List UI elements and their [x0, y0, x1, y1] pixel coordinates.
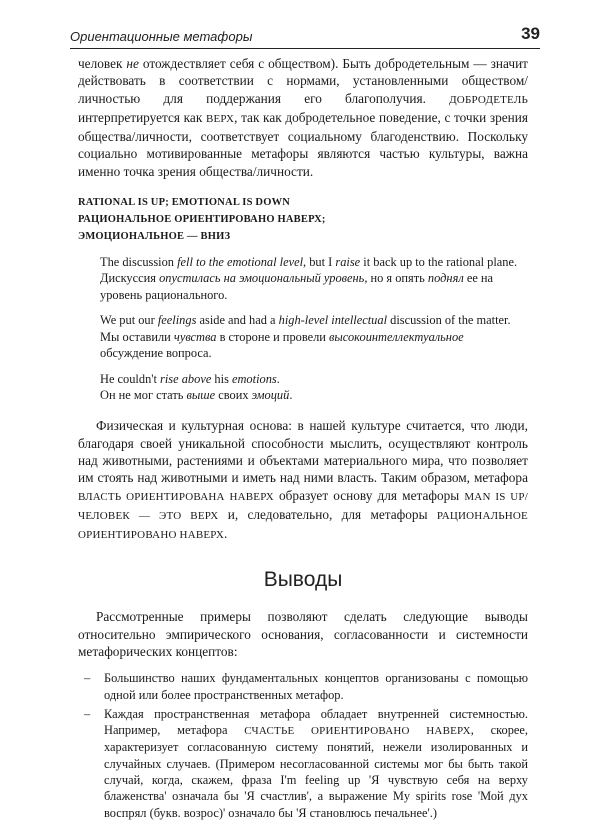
running-header [70, 22, 540, 49]
example-2 [100, 312, 528, 361]
example-russian: Дискуссия опустилась на эмоциональный уровень, но я опять поднял ее на уровень рационального. [100, 271, 494, 302]
small-caps-term: ДОБРОДЕТЕЛЬ [449, 93, 528, 106]
example-1 [100, 254, 528, 303]
example-english: The discussion fell to the emotional level, but I raise it back up to the rational plane. [100, 255, 518, 270]
text-run: и, следовательно, для метафоры [218, 506, 437, 522]
list-item-text: Каждая пространственная метафора обладает внутренней системностью. Например, метафора [104, 706, 528, 738]
emphasis: не [126, 56, 139, 71]
spacer [78, 403, 528, 417]
small-caps-term: РАЦИОНАЛЬНОЕ ОРИЕНТИРОВАНО НАВЕРХ [78, 509, 528, 542]
dash-bullet: – [84, 671, 91, 686]
small-caps-term: ВЛАСТЬ ОРИЕНТИРОВАНА НАВЕРХ [78, 490, 274, 503]
text-run: интерпретируется как [78, 109, 206, 125]
text-run: человек [78, 56, 127, 71]
list-item-text: Большинство наших фундаментальных концептов организованы с помощью одной или более пространственных метафор. [104, 671, 528, 702]
example-russian: Он не мог стать выше своих эмоций. [100, 387, 293, 402]
text-run: Физическая и культурная основа: в нашей культуре считается, что люди, благодаря своей уникальной способности мыслить, осуществляют контроль над животными, растениями и объектами материального мира, что позволяет им стоять над животными и иметь над ними власть. Таким образом, метафора [78, 418, 528, 486]
text-run: . [223, 526, 228, 542]
list-item [78, 670, 528, 703]
small-caps-term: ВЕРХ [205, 112, 235, 125]
paragraph-physical-basis [78, 417, 528, 544]
metaphor-heading [78, 194, 528, 245]
conclusions-list [78, 670, 528, 821]
text-run: образует основу для метафоры [273, 487, 465, 503]
page-number: 39 [521, 24, 540, 43]
running-title: Ориентационные метафоры [70, 29, 253, 44]
dash-bullet: – [84, 706, 91, 721]
metaphor-heading-line: ЭМОЦИОНАЛЬНОЕ — ВНИЗ [78, 231, 231, 243]
example-russian: Мы оставили чувства в стороне и провели высокоинтеллектуальное обсуждение вопроса. [100, 329, 464, 361]
paragraph-conclusions: Рассмотренные примеры позволяют сделать следующие выводы относительно эмпирического основания, согласованности и системности метафорических концептов: [78, 609, 528, 659]
metaphor-heading-line: РАЦИОНАЛЬНОЕ ОРИЕНТИРОВАНО НАВЕРХ; [78, 214, 326, 226]
example-3 [100, 371, 528, 404]
page-body [78, 55, 528, 824]
small-caps-term: MAN IS UP/ЧЕЛОВЕК — ЭТО ВЕРХ [78, 490, 528, 522]
text-run: отождествляет себя с обществом). Быть добродетельным — значит действовать в соответствии с нормами, установленными обществом/личностью для поддержания его благополучия. [78, 56, 528, 106]
paragraph-virtue [78, 55, 528, 180]
small-caps-term: СЧАСТЬЕ ОРИЕНТИРОВАНО НАВЕРХ [244, 725, 471, 738]
metaphor-heading-line: RATIONAL IS UP; EMOTIONAL IS DOWN [78, 197, 291, 209]
list-item-text: , скорее, характеризует согласованную систему понятий, нежели изолированных и случайных случаев. (Примером несогласованной системы мог бы быть такой случай, когда, скажем, фраза I'm feeling up 'Я чувствую себя на верху блаженства' означала бы 'Я счастлив', а выражение My spirits rose 'Мой дух воспрял (букв. возрос)' означало бы 'Я становлюсь печальнее'.) [104, 723, 529, 820]
text-run: , так как добродетельное поведение, с точки зрения общества/личности, соответствует социальному благоденствию. Поскольку социально мотивированные метафоры являются частью культуры, важна именно точка зрения общества/личности. [78, 109, 529, 179]
example-english: We put our feelings aside and had a high-level intellectual discussion of the matter. [100, 313, 511, 328]
example-english: He couldn't rise above his emotions. [100, 371, 280, 386]
list-item [78, 706, 528, 821]
section-heading: Выводы [263, 568, 343, 592]
